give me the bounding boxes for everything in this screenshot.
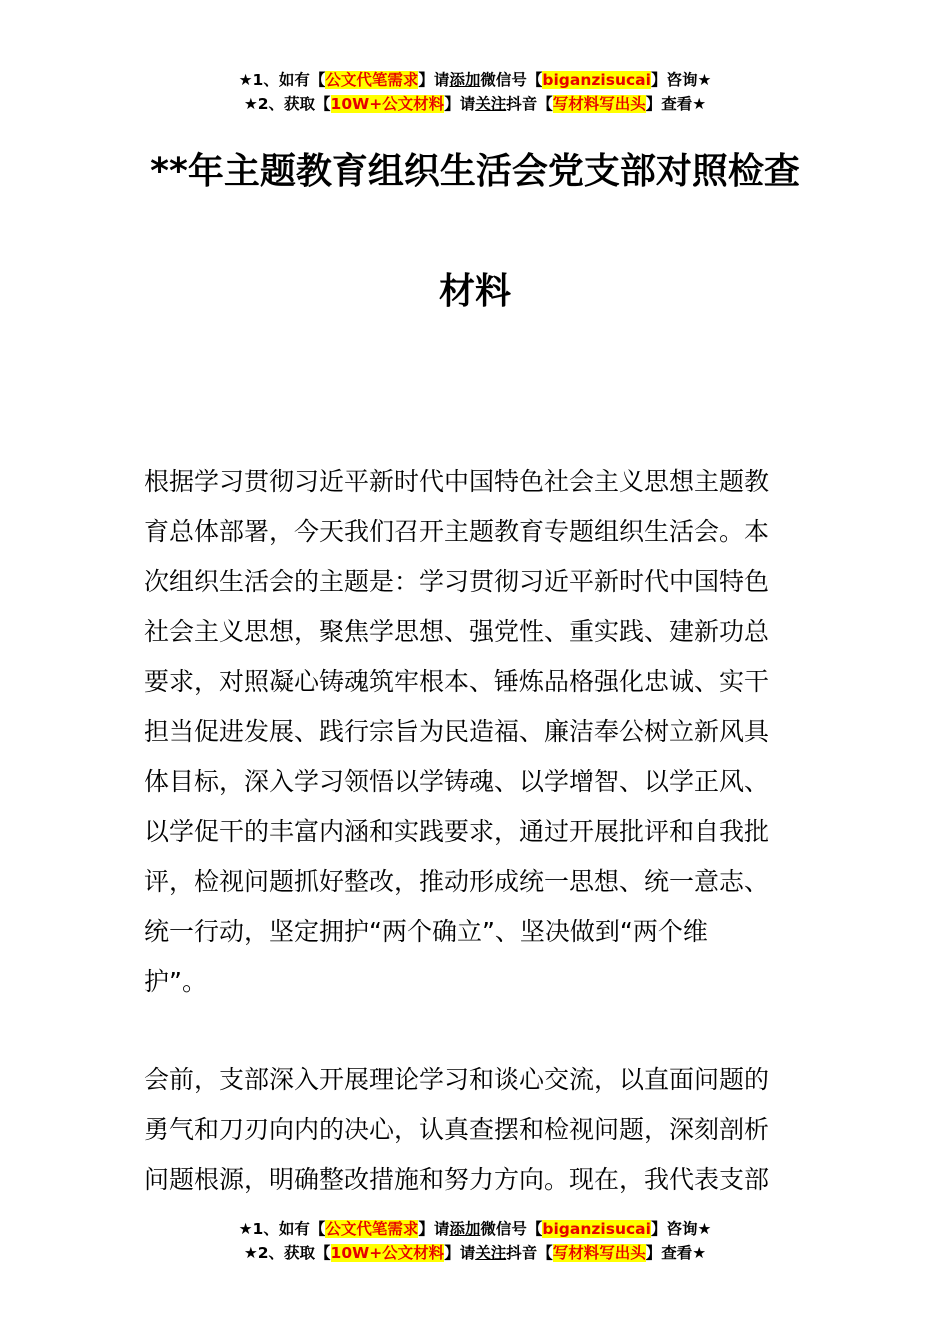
highlight-service: 公文代笔需求 [325, 1220, 419, 1238]
highlight-douyin: 写材料写出头 [552, 1244, 646, 1262]
highlight-materials: 10W+公文材料 [330, 95, 445, 113]
text-line: 评，检视问题抓好整改，推动形成统一思想、统一意志、 [144, 867, 770, 896]
text-line: 护”。 [144, 967, 207, 996]
text-line: 社会主义思想，聚焦学思想、强党性、重实践、建新功总 [144, 617, 770, 646]
text-line: 统一行动，坚定拥护“两个确立”、坚决做到“两个维 [144, 917, 708, 946]
text-line: 问题根源，明确整改措施和努力方向。现在，我代表支部 [144, 1165, 770, 1194]
highlight-wechat-id: biganzisucai [542, 1220, 651, 1238]
header-banner [0, 68, 950, 116]
text-line: 会前，支部深入开展理论学习和谈心交流，以直面问题的 [144, 1065, 770, 1094]
body-paragraph-2 [144, 1055, 808, 1205]
body-paragraph-1 [144, 457, 808, 1007]
banner-line-1: ★1、如有【公文代笔需求】请添加微信号【biganzisucai】咨询★ [238, 71, 712, 89]
banner-line-2: ★2、获取【10W+公文材料】请关注抖音【写材料写出头】查看★ [243, 1244, 707, 1262]
highlight-douyin: 写材料写出头 [552, 95, 646, 113]
text-line: 体目标，深入学习领悟以学铸魂、以学增智、以学正风、 [144, 767, 770, 796]
underline-add: 添加 [449, 71, 481, 89]
highlight-service: 公文代笔需求 [325, 71, 419, 89]
text-line: 育总体部署，今天我们召开主题教育专题组织生活会。本 [144, 517, 770, 546]
banner-line-2: ★2、获取【10W+公文材料】请关注抖音【写材料写出头】查看★ [243, 95, 707, 113]
text-line: 以学促干的丰富内涵和实践要求，通过开展批评和自我批 [144, 817, 770, 846]
highlight-wechat-id: biganzisucai [542, 71, 651, 89]
text-line: 担当促进发展、践行宗旨为民造福、廉洁奉公树立新风具 [144, 717, 770, 746]
underline-follow: 关注 [475, 95, 507, 113]
banner-line-1: ★1、如有【公文代笔需求】请添加微信号【biganzisucai】咨询★ [238, 1220, 712, 1238]
text-line: 要求，对照凝心铸魂筑牢根本、锤炼品格强化忠诚、实干 [144, 667, 770, 696]
text-line: 勇气和刀刃向内的决心，认真查摆和检视问题，深刻剖析 [144, 1115, 770, 1144]
highlight-materials: 10W+公文材料 [330, 1244, 445, 1262]
text-line: 根据学习贯彻习近平新时代中国特色社会主义思想主题教 [144, 467, 770, 496]
footer-banner [0, 1217, 950, 1265]
document-title-line-2: 材料 [438, 271, 511, 312]
document-title-line-1: **年主题教育组织生活会党支部对照检查 [150, 151, 800, 192]
underline-follow: 关注 [475, 1244, 507, 1262]
underline-add: 添加 [449, 1220, 481, 1238]
text-line: 次组织生活会的主题是：学习贯彻习近平新时代中国特色 [144, 567, 770, 596]
